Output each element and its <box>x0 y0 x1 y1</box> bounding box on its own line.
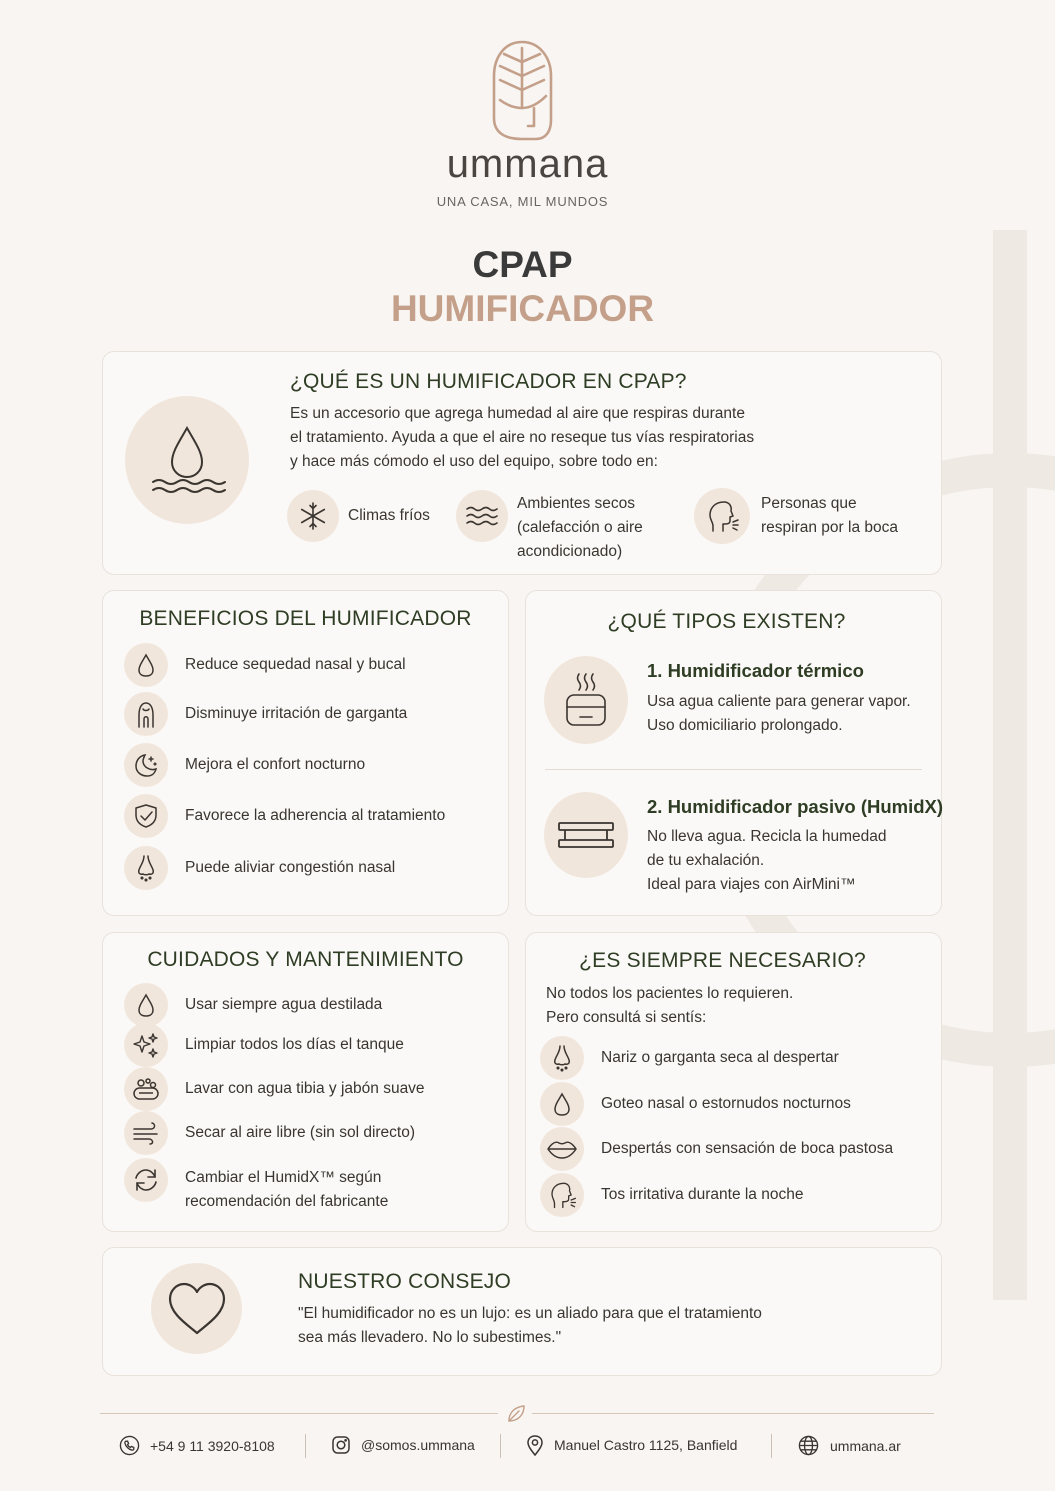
care-item <box>124 1111 415 1155</box>
footer-instagram-text: @somos.ummana <box>361 1437 475 1453</box>
condition-dry-2: (calefacción o aire <box>517 519 643 536</box>
cough-icon <box>547 1180 577 1210</box>
benefit-label: Puede aliviar congestión nasal <box>185 859 396 876</box>
benefit-item <box>124 643 406 687</box>
necessary-heading: ¿ES SIEMPRE NECESARIO? <box>579 949 866 972</box>
footer-instagram[interactable] <box>331 1435 475 1455</box>
dry-air-circle <box>456 490 508 542</box>
symptom-item <box>540 1036 839 1080</box>
brand-name: ummana <box>446 142 609 186</box>
page-title: CPAP <box>472 244 573 285</box>
footer-address-text: Manuel Castro 1125, Banfield <box>554 1437 738 1453</box>
mouth-breathing-circle <box>694 488 750 544</box>
benefit-label: Mejora el confort nocturno <box>185 756 366 773</box>
care-item <box>124 1067 425 1111</box>
moon-icon <box>132 751 160 779</box>
condition-dry-1: Ambientes secos <box>517 495 636 512</box>
water-drop-circle <box>125 396 249 524</box>
heated-humidifier-icon <box>561 671 611 729</box>
care-label: Secar al aire libre (sin sol directo) <box>185 1124 416 1141</box>
condition-dry-3: acondicionado) <box>517 543 623 560</box>
cold-climate-circle <box>287 490 339 542</box>
care-item <box>124 983 382 1027</box>
footer-website-text: ummana.ar <box>830 1437 901 1454</box>
care-label: Cambiar el HumidX™ según <box>185 1169 382 1186</box>
condition-mouth-1: Personas que <box>761 495 857 512</box>
droplet-icon <box>550 1091 574 1117</box>
what-is-body-3: y hace más cómodo el uso del equipo, sobre todo en: <box>290 453 658 470</box>
heart-circle <box>151 1263 242 1354</box>
condition-cold: Climas fríos <box>348 507 430 524</box>
footer-address[interactable] <box>526 1434 737 1456</box>
waves-icon <box>465 503 499 529</box>
care-label: Lavar con agua tibia y jabón suave <box>185 1080 425 1097</box>
footer-separator <box>305 1434 306 1458</box>
what-is-body-2: el tratamiento. Ayuda a que el aire no reseque tus vías respiratorias <box>290 429 755 446</box>
symptom-label: Goteo nasal o estornudos nocturnos <box>601 1095 851 1112</box>
thermal-humidifier-circle <box>544 656 628 744</box>
symptom-label: Tos irritativa durante la noche <box>601 1186 804 1203</box>
care-label: Limpiar todos los días el tanque <box>185 1036 404 1053</box>
condition-mouth-2: respiran por la boca <box>761 519 898 536</box>
advice-quote-2: sea más llevadero. No lo subestimes." <box>298 1329 562 1346</box>
care-heading: CUIDADOS Y MANTENIMIENTO <box>147 948 464 971</box>
benefit-item <box>124 846 395 890</box>
nose-icon <box>133 853 159 883</box>
globe-icon <box>798 1435 819 1456</box>
sparkle-icon <box>132 1031 160 1059</box>
passive-filter-icon <box>557 820 615 850</box>
types-divider <box>545 769 922 770</box>
page-subtitle: HUMIFICADOR <box>390 288 655 329</box>
necessary-intro-1: No todos los pacientes lo requieren. <box>546 985 794 1002</box>
benefit-item <box>124 794 445 838</box>
footer-separator <box>771 1434 772 1458</box>
benefits-heading: BENEFICIOS DEL HUMIFICADOR <box>139 607 472 630</box>
face-breath-icon <box>704 498 740 534</box>
leaf-face-logo-icon <box>490 38 554 142</box>
benefit-label: Disminuye irritación de garganta <box>185 705 408 722</box>
droplet-icon <box>134 652 158 678</box>
heart-icon <box>166 1281 228 1337</box>
wind-icon <box>131 1120 161 1146</box>
symptom-label: Nariz o garganta seca al despertar <box>601 1049 839 1066</box>
footer-phone[interactable] <box>119 1435 275 1456</box>
phone-icon <box>119 1435 140 1456</box>
what-is-heading: ¿QUÉ ES UN HUMIFICADOR EN CPAP? <box>290 370 687 393</box>
necessary-intro-2: Pero consultá si sentís: <box>546 1009 707 1026</box>
symptom-item <box>540 1173 803 1217</box>
type-passive-desc-1: No lleva agua. Recicla la humedad <box>647 828 887 845</box>
care-label: Usar siempre agua destilada <box>185 996 383 1013</box>
instagram-icon <box>331 1435 351 1455</box>
care-item <box>124 1023 404 1067</box>
snowflake-icon <box>298 501 328 531</box>
soap-icon <box>131 1075 161 1103</box>
brand-tagline: UNA CASA, MIL MUNDOS <box>436 194 609 209</box>
symptom-item <box>540 1127 893 1171</box>
advice-quote-1: "El humidificador no es un lujo: es un aliado para que el tratamiento <box>298 1305 762 1322</box>
footer-website[interactable] <box>798 1435 901 1456</box>
type-thermal-desc-2: Uso domiciliario prolongado. <box>647 717 843 734</box>
location-pin-icon <box>526 1434 544 1456</box>
droplet-icon <box>134 992 158 1018</box>
type-thermal-desc-1: Usa agua caliente para generar vapor. <box>647 693 911 710</box>
shield-check-icon <box>133 802 159 830</box>
leaf-icon <box>505 1403 527 1425</box>
footer-divider-right <box>532 1413 934 1414</box>
benefit-label: Favorece la adherencia al tratamiento <box>185 807 446 824</box>
care-label: recomendación del fabricante <box>185 1193 389 1210</box>
benefit-label: Reduce sequedad nasal y bucal <box>185 656 406 673</box>
throat-icon <box>132 699 160 729</box>
type-thermal-title: 1. Humidificador térmico <box>647 660 864 681</box>
benefit-item <box>124 692 407 736</box>
symptom-item <box>540 1082 851 1126</box>
type-passive-desc-2: de tu exhalación. <box>647 852 765 869</box>
footer-divider-left <box>100 1413 498 1414</box>
water-drop-waves-icon <box>147 420 227 500</box>
footer-separator <box>500 1434 501 1458</box>
care-item <box>124 1158 388 1214</box>
type-passive-title: 2. Humidificador pasivo (HumidX) <box>647 796 944 817</box>
type-passive-desc-3: Ideal para viajes con AirMini™ <box>647 876 856 893</box>
footer-phone-text: +54 9 11 3920-8108 <box>150 1437 275 1454</box>
passive-humidifier-circle <box>544 792 628 878</box>
nose-icon <box>549 1043 575 1073</box>
refresh-icon <box>132 1166 160 1194</box>
symptom-label: Despertás con sensación de boca pastosa <box>601 1140 894 1157</box>
what-is-body-1: Es un accesorio que agrega humedad al aire que respiras durante <box>290 405 745 422</box>
types-heading: ¿QUÉ TIPOS EXISTEN? <box>607 610 846 633</box>
advice-heading: NUESTRO CONSEJO <box>298 1270 512 1293</box>
benefit-item <box>124 743 365 787</box>
lips-icon <box>546 1138 578 1160</box>
